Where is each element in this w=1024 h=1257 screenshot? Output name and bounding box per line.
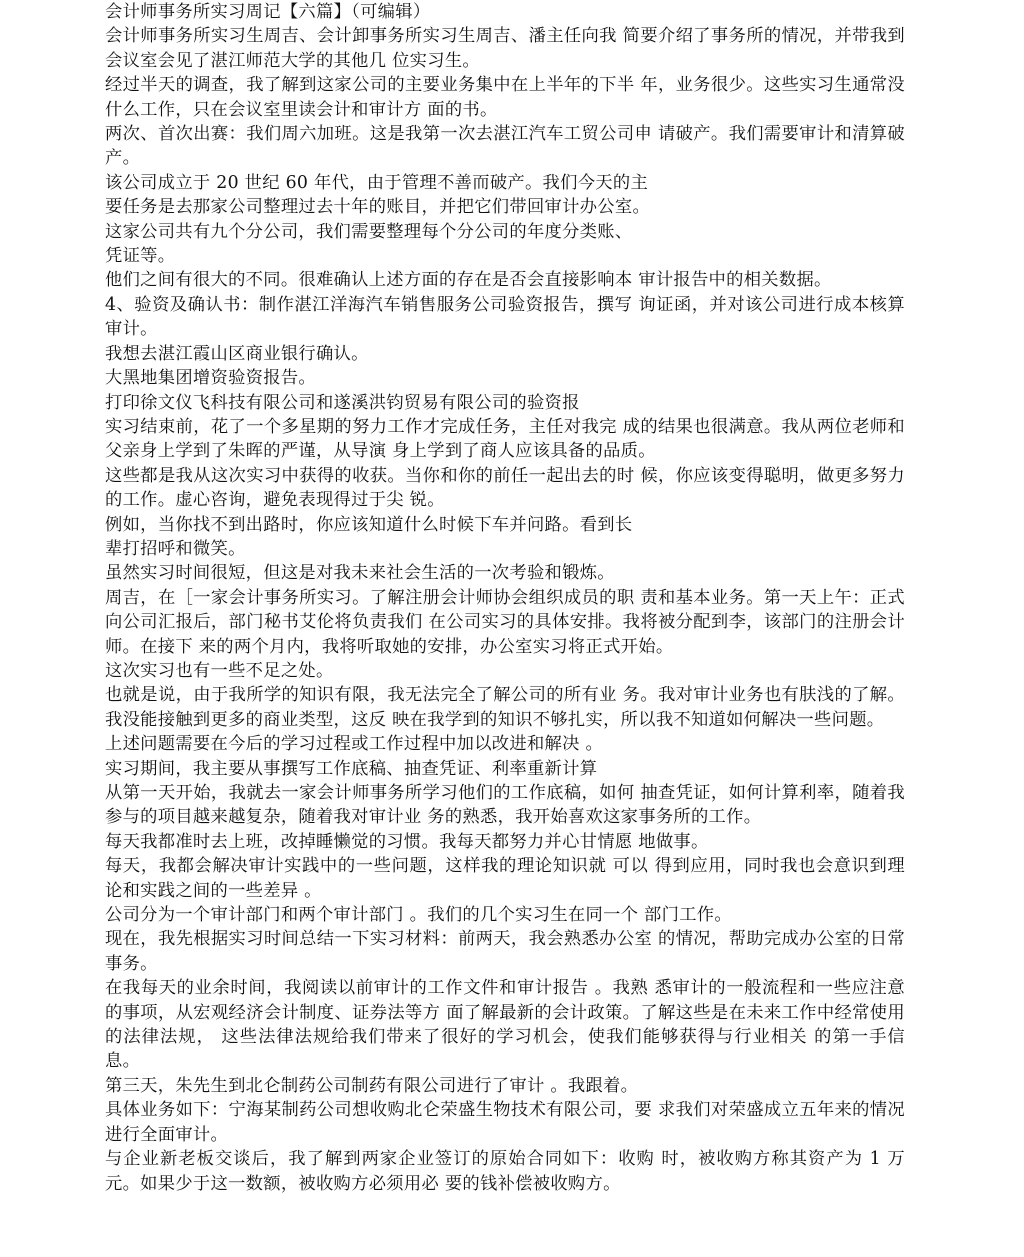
paragraph-1: 会计师事务所实习生周吉、会计卸事务所实习生周吉、潘主任向我 简要介绍了事务所的情况，并带我到会议室会见了湛江师范大学的其他几 位实习生。	[105, 26, 905, 71]
paragraph-12: 打印徐文仪飞科技有限公司和遂溪洪钧贸易有限公司的验资报	[105, 392, 580, 413]
document-title: 会计师事务所实习周记【六篇】（可编辑）	[105, 2, 431, 22]
paragraph-20: 也就是说，由于我所学的知识有限，我无法完全了解公司的所有业 务。我对审计业务也有肤浅的了解。我没能接触到更多的商业类型，这反 映在我学到的知识不够扎实，所以我不知道如何解决一些问题。	[105, 685, 905, 730]
paragraph-24: 每天我都准时去上班，改掉睡懒觉的习惯。我每天都努力并心甘情愿 地做事。	[105, 831, 709, 852]
paragraph-23: 从第一天开始，我就去一家会计师事务所学习他们的工作底稿，如何 抽查凭证，如何计算利率，随着我参与的项目越来越复杂，随着我对审计业 务的熟悉，我开始喜欢这家事务所的工作。	[105, 783, 905, 828]
paragraph-30: 具体业务如下：宁海某制药公司想收购北仑荣盛生物技术有限公司，要 求我们对荣盛成立五年来的情况进行全面审计。	[105, 1100, 905, 1145]
paragraph-6: 这家公司共有九个分公司，我们需要整理每个分公司的年度分类账、	[105, 221, 633, 242]
paragraph-26: 公司分为一个审计部门和两个审计部门 。我们的几个实习生在同一个 部门工作。	[105, 905, 732, 926]
paragraph-16: 辈打招呼和微笑。	[105, 538, 246, 559]
paragraph-27: 现在，我先根据实习时间总结一下实习材料：前两天，我会熟悉办公室 的情况，帮助完成办公室的日常事务。	[105, 929, 905, 974]
paragraph-28: 在我每天的业余时间，我阅读以前审计的工作文件和审计报告 。我熟 悉审计的一般流程和一些应注意的事项，从宏观经济会计制度、证券法等方 面了解最新的会计政策。了解这些是在未来工作中经常使用的法律法规， 这些法律法规给我们带来了很好的学习机会，使我们能够获得与行业相关 的第一手信息。	[105, 978, 905, 1072]
paragraph-22: 实习期间，我主要从事撰写工作底稿、抽查凭证、利率重新计算	[105, 758, 598, 779]
paragraph-29: 第三天，朱先生到北仑制药公司制药有限公司进行了审计 。我跟着。	[105, 1075, 639, 1096]
paragraph-21: 上述问题需要在今后的学习过程或工作过程中加以改进和解决 。	[105, 734, 604, 755]
paragraph-2: 经过半天的调查，我了解到这家公司的主要业务集中在上半年的下半 年，业务很少。这些实习生通常没什么工作，只在会议室里读会计和审计方 面的书。	[105, 75, 905, 120]
paragraph-14: 这些都是我从这次实习中获得的收获。当你和你的前任一起出去的时 候，你应该变得聪明，做更多努力的工作。虚心咨询，避免表现得过于尖 锐。	[105, 465, 905, 511]
paragraph-11: 大黑地集团增资验资报告。	[105, 368, 316, 389]
paragraph-25: 每天，我都会解决审计实践中的一些问题，这样我的理论知识就 可以 得到应用，同时我也会意识到理论和实践之间的一些差异 。	[105, 856, 905, 901]
paragraph-17: 虽然实习时间很短，但这是对我未来社会生活的一次考验和锻炼。	[105, 563, 615, 584]
paragraph-13: 实习结束前，花了一个多星期的努力工作才完成任务，主任对我完 成的结果也很满意。我从两位老师和父亲身上学到了朱晖的严谨，从导演 身上学到了商人应该具备的品质。	[105, 416, 905, 462]
paragraph-18: 周吉，在［一家会计事务所实习。了解注册会计师协会组织成员的职 责和基本业务。第一天上午：正式向公司汇报后，部门秘书艾伦将负责我们 在公司实习的具体安排。我将被分配到李，该部门的注册会计师。在接下 来的两个月内，我将听取她的安排，办公室实习将正式开始。	[105, 587, 905, 657]
paragraph-19: 这次实习也有一些不足之处。	[105, 660, 334, 681]
paragraph-8: 他们之间有很大的不同。很难确认上述方面的存在是否会直接影响本 审计报告中的相关数据。	[105, 270, 832, 291]
paragraph-10: 我想去湛江霞山区商业银行确认。	[105, 343, 369, 364]
paragraph-4: 该公司成立于 20 世纪 60 年代，由于管理不善而破产。我们今天的主	[105, 172, 649, 193]
paragraph-31: 与企业新老板交谈后，我了解到两家企业签订的原始合同如下：收购 时，被收购方称其资产为 1 万元。如果少于这一数额，被收购方必须用必 要的钱补偿被收购方。	[105, 1149, 905, 1194]
paragraph-9: 4、验资及确认书：制作湛江洋海汽车销售服务公司验资报告，撰写 询证函，并对该公司进行成本核算审计。	[105, 294, 905, 340]
document-page	[105, 0, 905, 1196]
paragraph-3: 两次、首次出赛：我们周六加班。这是我第一次去湛江汽车工贸公司申 请破产。我们需要审计和清算破产。	[105, 124, 905, 169]
paragraph-15: 例如，当你找不到出路时，你应该知道什么时候下车并问路。看到长	[105, 514, 633, 535]
paragraph-7: 凭证等。	[105, 246, 176, 267]
paragraph-5: 要任务是去那家公司整理过去十年的账目，并把它们带回审计办公室。	[105, 197, 651, 218]
